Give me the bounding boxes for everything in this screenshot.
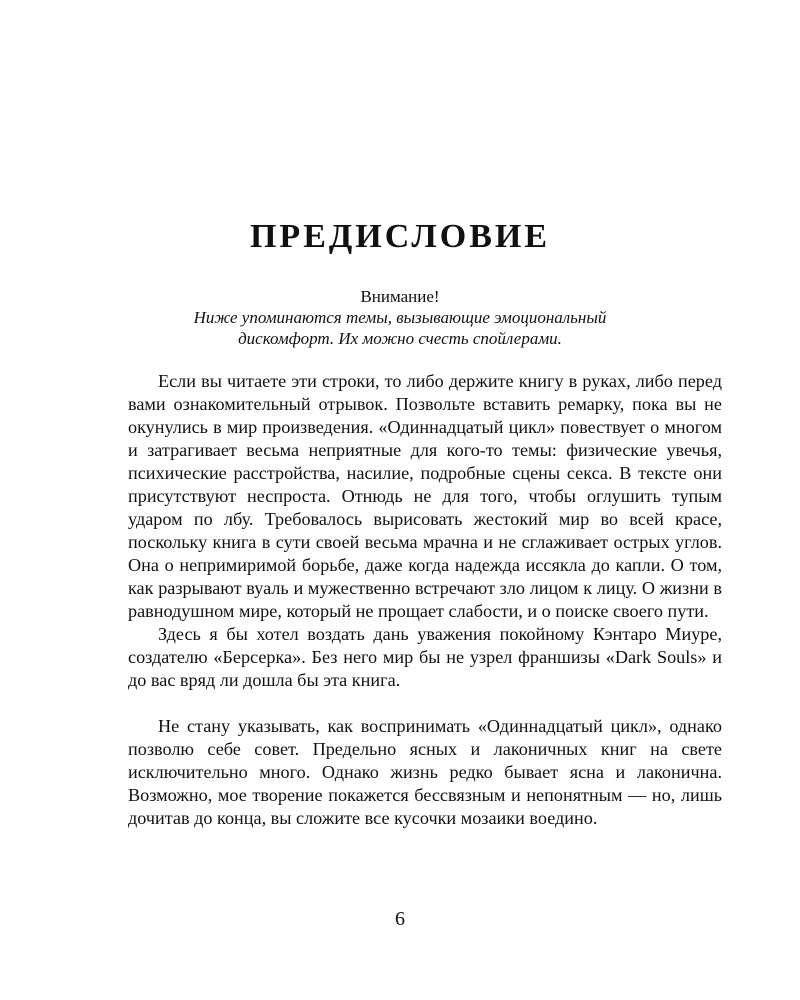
warning-text-line-2: дискомфорт. Их можно счесть спойлерами. <box>238 329 562 348</box>
paragraph: Не стану указывать, как воспринимать «Одиннадцатый цикл», однако позволю себе совет. Предельно ясных и лаконичных книг на свете исключительно много. Однако жизнь редко бывает ясна и лаконична. Возможно, мое творение покажется бессвязным и непонятным — но, лишь дочитав до конца, вы сложите все кусочки мозаики воедино. <box>128 716 722 828</box>
chapter-title: ПРЕДИСЛОВИЕ <box>249 218 551 255</box>
warning-heading: Внимание! <box>360 287 440 306</box>
page-number: 6 <box>395 908 405 930</box>
content-warning <box>150 286 650 349</box>
paragraph: Если вы читаете эти строки, то либо держите книгу в руках, либо перед вами ознакомительный отрывок. Позвольте вставить ремарку, пока вы не окунулись в мир произведения. «Одиннадцатый цикл» повествует о многом и затрагивает весьма неприятные для кого-то темы: физические увечья, психические расстройства, насилие, подробные сцены секса. В тексте они присутствуют неспроста. Отнюдь не для того, чтобы оглушить тупым ударом по лбу. Требовалось вырисовать жестокий мир во всей красе, поскольку книга в сути своей весьма мрачна и не сглаживает острых углов. Она о непримиримой борьбе, даже когда надежда иссякла до капли. О том, как разрывают вуаль и мужественно встречают зло лицом к лицу. О жизни в равнодушном мире, который не прощает слабости, и о поиске своего пути. <box>128 371 722 621</box>
warning-text-line-1: Ниже упоминаются темы, вызывающие эмоциональный <box>193 308 607 327</box>
paragraph: Здесь я бы хотел воздать дань уважения покойному Кэнтаро Миуре, создателю «Берсерка». Без него мир бы не узрел франшизы «Dark Souls» и до вас вряд ли дошла бы эта книга. <box>128 624 722 690</box>
body-text <box>128 370 722 830</box>
